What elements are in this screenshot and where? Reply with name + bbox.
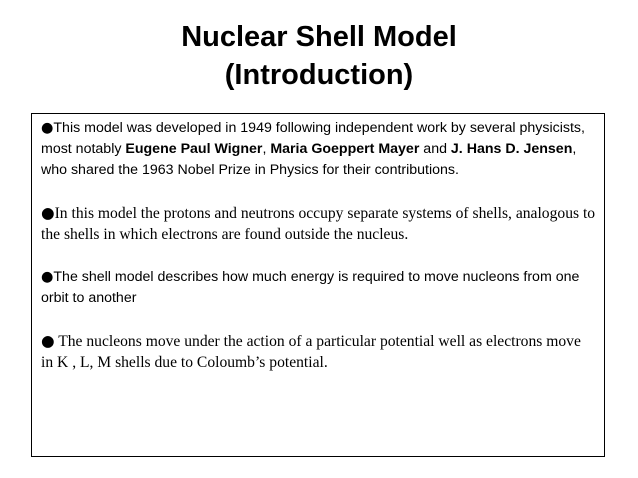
paragraph-potential [41,331,596,373]
name-mayer: Maria Goeppert Mayer [270,141,420,157]
bullet-icon: ● [41,204,55,222]
name-jensen: J. Hans D. Jensen [450,141,573,157]
name-wigner: Eugene Paul Wigner [125,141,263,157]
paragraph-history [41,118,596,181]
paragraph-energy [41,267,596,309]
paragraph-history-text-2: , [262,141,271,157]
paragraph-shells [41,203,596,245]
bullet-icon: ● [41,269,54,285]
slide-title [0,18,638,94]
paragraph-history-text-3: and [419,141,451,157]
paragraph-potential-text: The nucleons move under the action of a particular potential well as electrons move in K , L, M shells due to Coloumb’s potential. [41,333,581,371]
bullet-icon: ● [41,332,55,350]
bullet-icon: ● [41,120,54,136]
spacer [41,309,596,331]
paragraph-history-text-1: This model was developed in 1949 following independent work by several physicists, most notably [41,120,585,157]
spacer [41,181,596,203]
paragraph-energy-text: The shell model describes how much energy is required to move nucleons from one orbit to another [41,269,580,306]
spacer [41,245,596,267]
paragraph-shells-text: In this model the protons and neutrons occupy separate systems of shells, analogous to the shells in which electrons are found outside the nucleus. [41,205,596,243]
slide-title-line-2: (Introduction) [224,59,414,91]
paragraph-history-text-4: , who shared the 1963 Nobel Prize in Physics for their contributions. [41,141,577,178]
slide-title-line-1: Nuclear Shell Model [181,21,457,53]
content-box [31,113,605,457]
